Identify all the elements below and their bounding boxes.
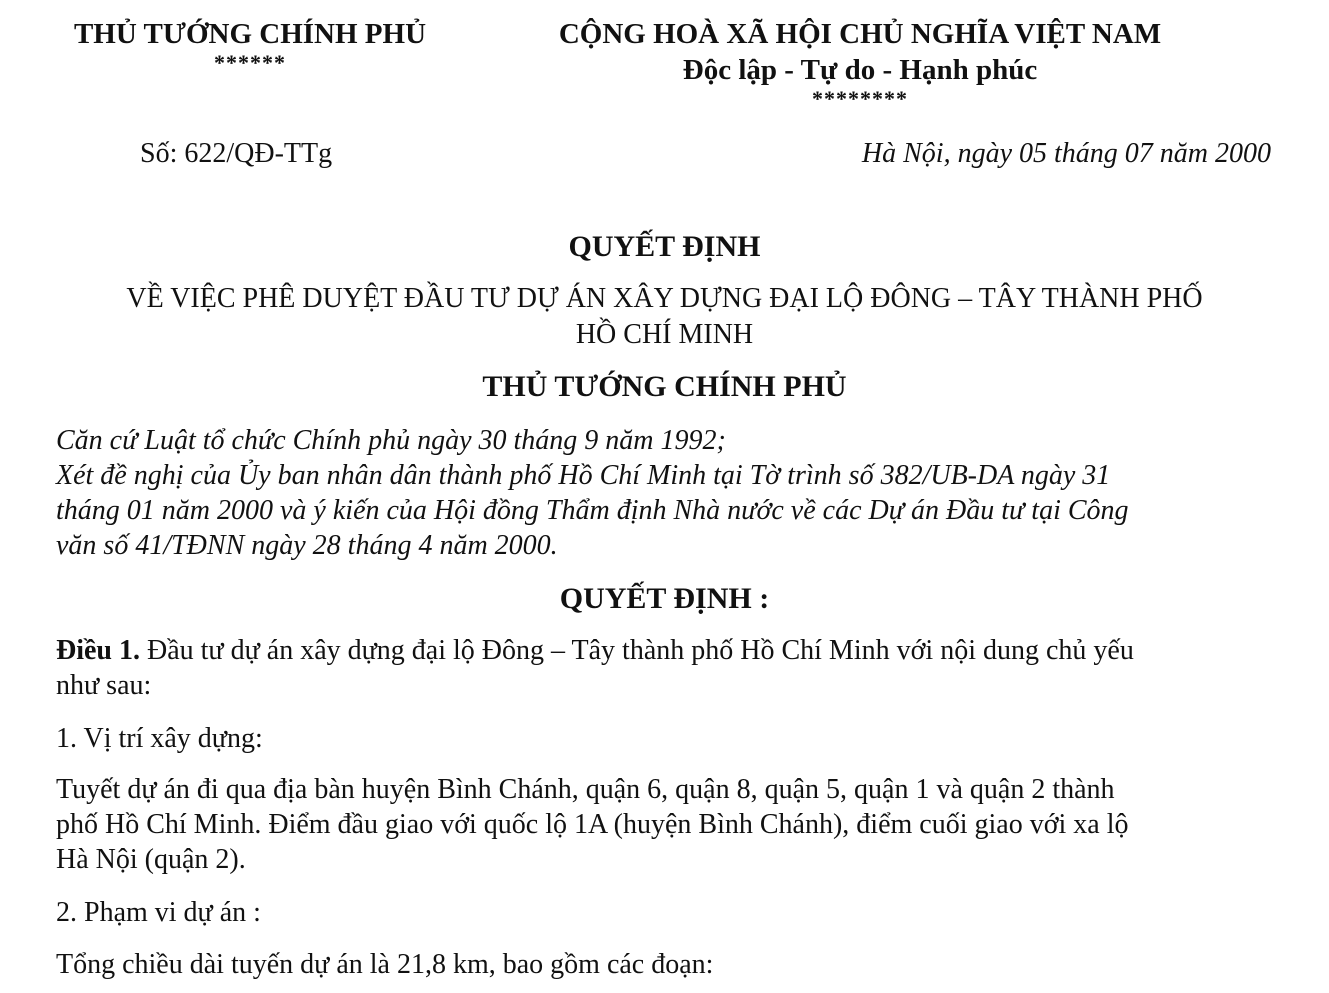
- nation-stars: ********: [812, 86, 908, 111]
- nation-header: [520, 16, 1200, 110]
- document-number: Số: 622/QĐ-TTg: [140, 138, 333, 169]
- preamble-line: Xét đề nghị của Ủy ban nhân dân thành phố Hồ Chí Minh tại Tờ trình số 382/UB-DA ngày 31: [56, 460, 1111, 491]
- agency-header: [40, 16, 460, 74]
- issuing-authority: THỦ TƯỚNG CHÍNH PHỦ: [482, 370, 847, 403]
- section-2-body: Tổng chiều dài tuyến dự án là 21,8 km, bao gồm các đoạn:: [56, 949, 714, 980]
- place-date: Hà Nội, ngày 05 tháng 07 năm 2000: [861, 138, 1271, 169]
- section-1-heading: 1. Vị trí xây dựng:: [56, 723, 263, 754]
- section-2-heading: 2. Phạm vi dự án :: [56, 897, 261, 928]
- subject-line-2: HỒ CHÍ MINH: [575, 319, 754, 350]
- section-1-line: Tuyết dự án đi qua địa bàn huyện Bình Chánh, quận 6, quận 8, quận 5, quận 1 và quận 2 thành: [56, 774, 1115, 805]
- decision-heading: QUYẾT ĐỊNH :: [559, 582, 770, 615]
- article-1: [56, 633, 1276, 703]
- preamble-line: văn số 41/TĐNN ngày 28 tháng 4 năm 2000.: [56, 530, 558, 561]
- preamble-line: tháng 01 năm 2000 và ý kiến của Hội đồng Thẩm định Nhà nước về các Dự án Đầu tư tại Công: [56, 495, 1129, 526]
- agency-stars: ******: [214, 50, 286, 75]
- section-1-line: Hà Nội (quận 2).: [56, 844, 246, 875]
- national-motto: Độc lập - Tự do - Hạnh phúc: [682, 54, 1038, 86]
- preamble: [56, 423, 1276, 563]
- article-1-text: Đầu tư dự án xây dựng đại lộ Đông – Tây thành phố Hồ Chí Minh với nội dung chủ yếu: [140, 635, 1134, 666]
- section-1-body: [56, 772, 1276, 877]
- preamble-line: Căn cứ Luật tổ chức Chính phủ ngày 30 tháng 9 năm 1992;: [56, 425, 726, 456]
- article-1-text-cont: như sau:: [56, 670, 152, 701]
- document-subject: [40, 281, 1289, 353]
- article-1-label: Điều 1.: [56, 635, 140, 666]
- nation-name: CỘNG HOÀ XÃ HỘI CHỦ NGHĨA VIỆT NAM: [558, 18, 1162, 50]
- subject-line-1: VỀ VIỆC PHÊ DUYỆT ĐẦU TƯ DỰ ÁN XÂY DỰNG ĐẠI LỘ ĐÔNG – TÂY THÀNH PHỐ: [126, 283, 1203, 314]
- section-1-line: phố Hồ Chí Minh. Điểm đầu giao với quốc lộ 1A (huyện Bình Chánh), điểm cuối giao với xa lộ: [56, 809, 1129, 840]
- document-title: QUYẾT ĐỊNH: [568, 230, 761, 263]
- agency-name: THỦ TƯỚNG CHÍNH PHỦ: [73, 18, 427, 50]
